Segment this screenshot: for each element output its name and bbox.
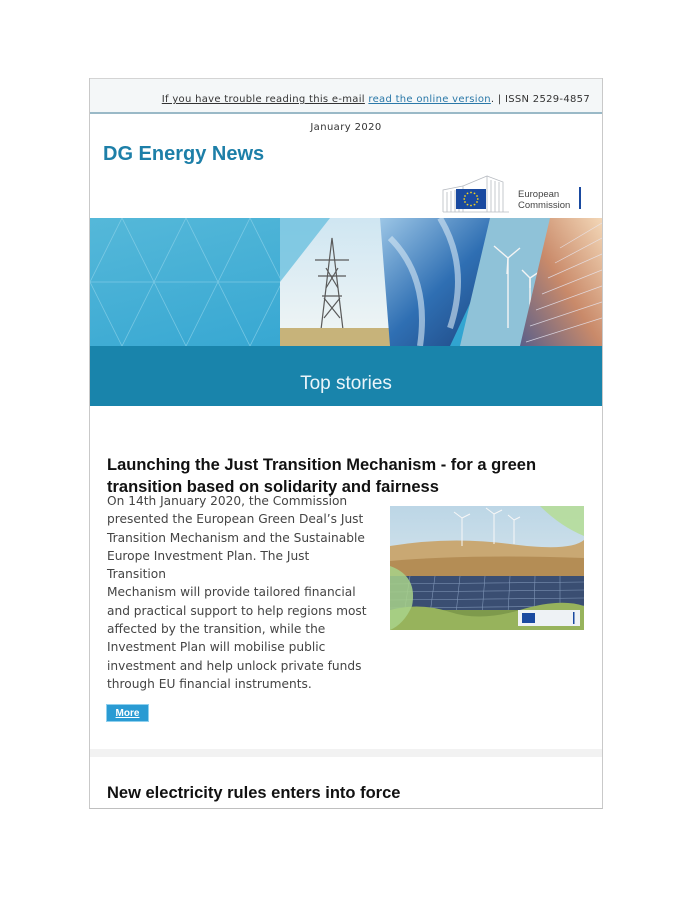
headline-line-1: Launching the Just Transition Mechanism - for a green bbox=[107, 456, 537, 474]
online-version-link[interactable]: read the online version bbox=[368, 94, 491, 105]
body-line: Mechanism will provide tailored financial bbox=[107, 585, 356, 600]
page-title: DG Energy News bbox=[103, 143, 265, 165]
body-line: Europe Investment Plan. The Just Transition bbox=[107, 548, 310, 582]
body-line: presented the European Green Deal’s Just bbox=[107, 512, 364, 527]
energy-collage-image bbox=[90, 218, 602, 346]
section-divider bbox=[90, 749, 602, 757]
logo-text-commission: Commission bbox=[518, 200, 571, 211]
issue-date: January 2020 bbox=[310, 122, 382, 133]
headline-line-2: transition based on solidarity and fairness bbox=[107, 478, 439, 496]
trouble-text: If you have trouble reading this e-mail bbox=[161, 94, 365, 105]
logo-text-european: European bbox=[518, 189, 560, 200]
more-button[interactable]: More bbox=[106, 704, 149, 722]
story-thumbnail-image[interactable] bbox=[390, 506, 584, 630]
body-line: On 14th January 2020, the Commission bbox=[107, 494, 348, 508]
body-line: affected by the transition, while the bbox=[107, 622, 326, 637]
body-line: Transition Mechanism and the Sustainable bbox=[107, 530, 365, 545]
body-line: investment and help unlock private funds bbox=[107, 658, 362, 673]
story-headline-electricity-rules[interactable]: New electricity rules enters into force bbox=[107, 784, 401, 802]
hero-banner-image bbox=[90, 218, 602, 346]
newsletter-frame bbox=[89, 78, 603, 809]
body-line: and practical support to help regions most bbox=[107, 603, 367, 618]
brand-header bbox=[90, 133, 602, 218]
issn-text: . | ISSN 2529-4857 bbox=[490, 94, 590, 105]
body-line: through EU financial instruments. bbox=[107, 676, 312, 691]
european-commission-logo bbox=[439, 172, 589, 214]
body-line: Investment Plan will mobilise public bbox=[107, 640, 326, 655]
section-title-top-stories: Top stories bbox=[90, 346, 602, 406]
solar-farm-image bbox=[390, 506, 584, 630]
story-body-text bbox=[107, 492, 369, 693]
top-bar bbox=[90, 78, 602, 114]
